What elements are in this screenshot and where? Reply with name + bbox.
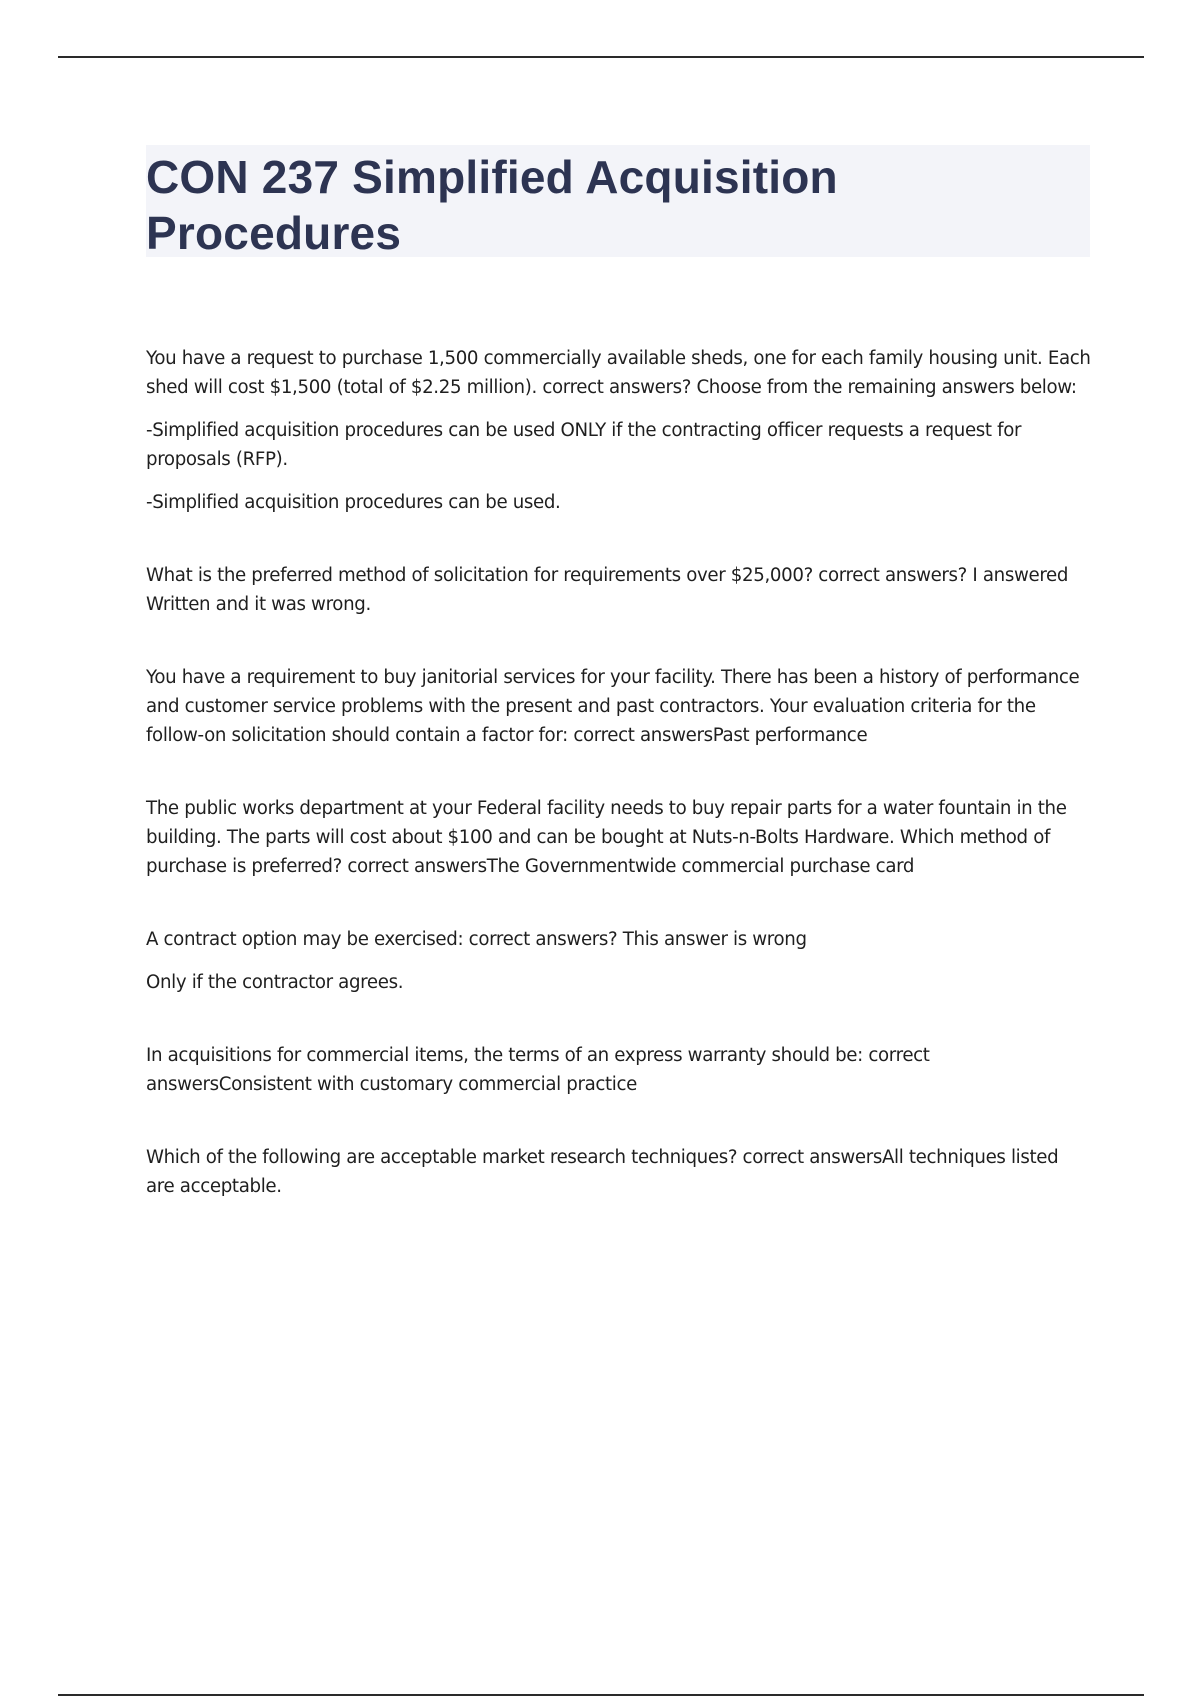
qa-item <box>146 1041 1091 1099</box>
qa-item <box>146 925 1091 997</box>
qa-question: A contract option may be exercised: correct answers? This answer is wrong <box>146 929 807 950</box>
qa-item <box>146 1143 1091 1201</box>
qa-question: What is the preferred method of solicitation for requirements over $25,000? correct answers? I answered Written and it was wrong. <box>146 565 1069 615</box>
qa-item <box>146 794 1091 881</box>
footer-rule <box>58 1694 1144 1696</box>
qa-question: In acquisitions for commercial items, the terms of an express warranty should be: correct answersConsistent with customary commercial practice <box>146 1045 930 1095</box>
qa-item <box>146 663 1091 750</box>
page-title: CON 237 Simplified Acquisition Procedures <box>146 151 838 259</box>
qa-list <box>146 344 1091 1245</box>
qa-question: Which of the following are acceptable market research techniques? correct answersAll techniques listed are acceptable. <box>146 1147 1059 1197</box>
qa-item <box>146 344 1091 517</box>
qa-answer-option: -Simplified acquisition procedures can be used. <box>146 492 561 513</box>
qa-item <box>146 561 1091 619</box>
qa-answer: Only if the contractor agrees. <box>146 972 404 993</box>
qa-answer-option: -Simplified acquisition procedures can be used ONLY if the contracting officer requests a request for proposals (RFP). <box>146 420 1022 470</box>
title-banner <box>146 145 1090 257</box>
qa-question: You have a requirement to buy janitorial services for your facility. There has been a history of performance and customer service problems with the present and past contractors. Your evaluation criteria for the follow-on solicitation should contain a factor for: correct answersPast performance <box>146 667 1080 746</box>
qa-question: The public works department at your Federal facility needs to buy repair parts for a water fountain in the building. The parts will cost about $100 and can be bought at Nuts-n-Bolts Hardware. Which method of purchase is preferred? correct answersThe Governmentwide commercial purchase card <box>146 798 1067 877</box>
header-rule <box>58 56 1144 58</box>
qa-question: You have a request to purchase 1,500 commercially available sheds, one for each family housing unit. Each shed will cost $1,500 (total of $2.25 million). correct answers? Choose from the remaining answers below: <box>146 348 1091 398</box>
